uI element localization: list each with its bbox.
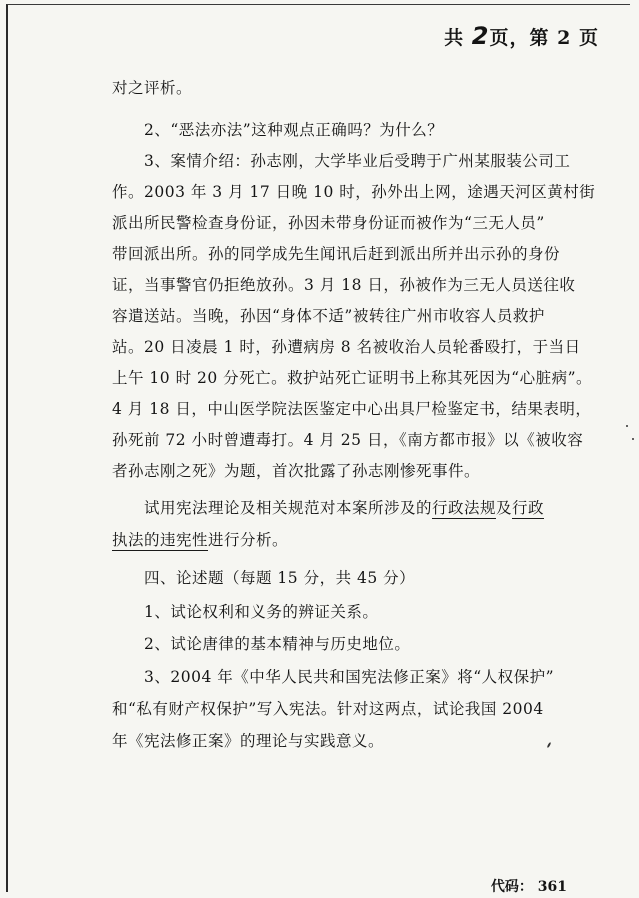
page-count	[444, 22, 599, 50]
text-line: 对之评析。	[112, 79, 193, 97]
case-line: 4 月 18 日，中山医学院法医鉴定中心出具尸检鉴定书，结果表明，	[112, 400, 592, 418]
case-line: 证，当事警官仍拒绝放孙。3 月 18 日，孙被作为三无人员送往收	[112, 276, 576, 294]
page-current: 2	[557, 27, 572, 49]
essay-question-2: 2、试论唐律的基本精神与历史地位。	[144, 635, 411, 653]
analysis-prompt-line-2	[112, 528, 582, 550]
case-intro-line: 3、案情介绍：孙志刚，大学毕业后受聘于广州某服装公司工	[144, 152, 571, 170]
exam-code	[491, 876, 567, 896]
essay-question-3: 3、2004 年《中华人民共和国宪法修正案》将“人权保护”	[144, 668, 555, 686]
prompt-text: 进行分析。	[208, 531, 289, 549]
essay-question-3-cont: 和“私有财产权保护”写入宪法。针对这两点，试论我国 2004	[112, 700, 544, 718]
prompt-text: 试用宪法理论及相关规范对本案所涉及的	[144, 499, 433, 517]
case-line: 站。20 日凌晨 1 时，孙遭病房 8 名被收治人员轮番殴打，于当日	[112, 338, 581, 356]
code-label: 代码：	[490, 879, 533, 895]
page-prefix: 共	[444, 27, 465, 49]
case-line: 者孙志刚之死》为题，首次批露了孙志刚惨死事件。	[112, 462, 481, 480]
analysis-prompt-line-1	[144, 496, 614, 518]
scan-speck	[626, 425, 628, 427]
essay-question-3-cont: 年《宪法修正案》的理论与实践意义。	[112, 732, 385, 750]
essay-question-1: 1、试论权利和义务的辨证关系。	[144, 603, 379, 621]
page-middle: 页，第	[489, 27, 550, 49]
case-line: 派出所民警检查身份证，孙因未带身份证而被作为“三无人员”	[112, 214, 545, 232]
question-2: 2、“恶法亦法”这种观点正确吗？为什么？	[144, 121, 444, 139]
case-line: 上午 10 时 20 分死亡。救护站死亡证明书上称其死因为“心脏病”。	[112, 369, 593, 387]
code-value: 361	[537, 879, 567, 895]
scan-speck	[632, 438, 634, 440]
case-line: 孙死前 72 小时曾遭毒打。4 月 25 日，《南方都市报》以《被收容	[112, 431, 584, 449]
section-heading: 四、论述题（每题 15 分，共 45 分）	[144, 569, 416, 587]
underlined-phrase: 执法的违宪性	[112, 531, 209, 549]
underlined-phrase: 行政	[512, 499, 545, 517]
page-total: 2	[471, 22, 490, 50]
prompt-text: 及	[496, 499, 513, 517]
case-line: 带回派出所。孙的同学成先生闻讯后赶到派出所并出示孙的身份	[112, 245, 561, 263]
case-line: 容遣送站。当晚，孙因“身体不适”被转往广州市收容人员救护	[112, 307, 545, 325]
case-line: 作。2003 年 3 月 17 日晚 10 时，孙外出上网，途遇天河区黄村街	[112, 183, 596, 201]
underlined-phrase: 行政法规	[432, 499, 497, 517]
page-suffix: 页	[578, 27, 599, 49]
